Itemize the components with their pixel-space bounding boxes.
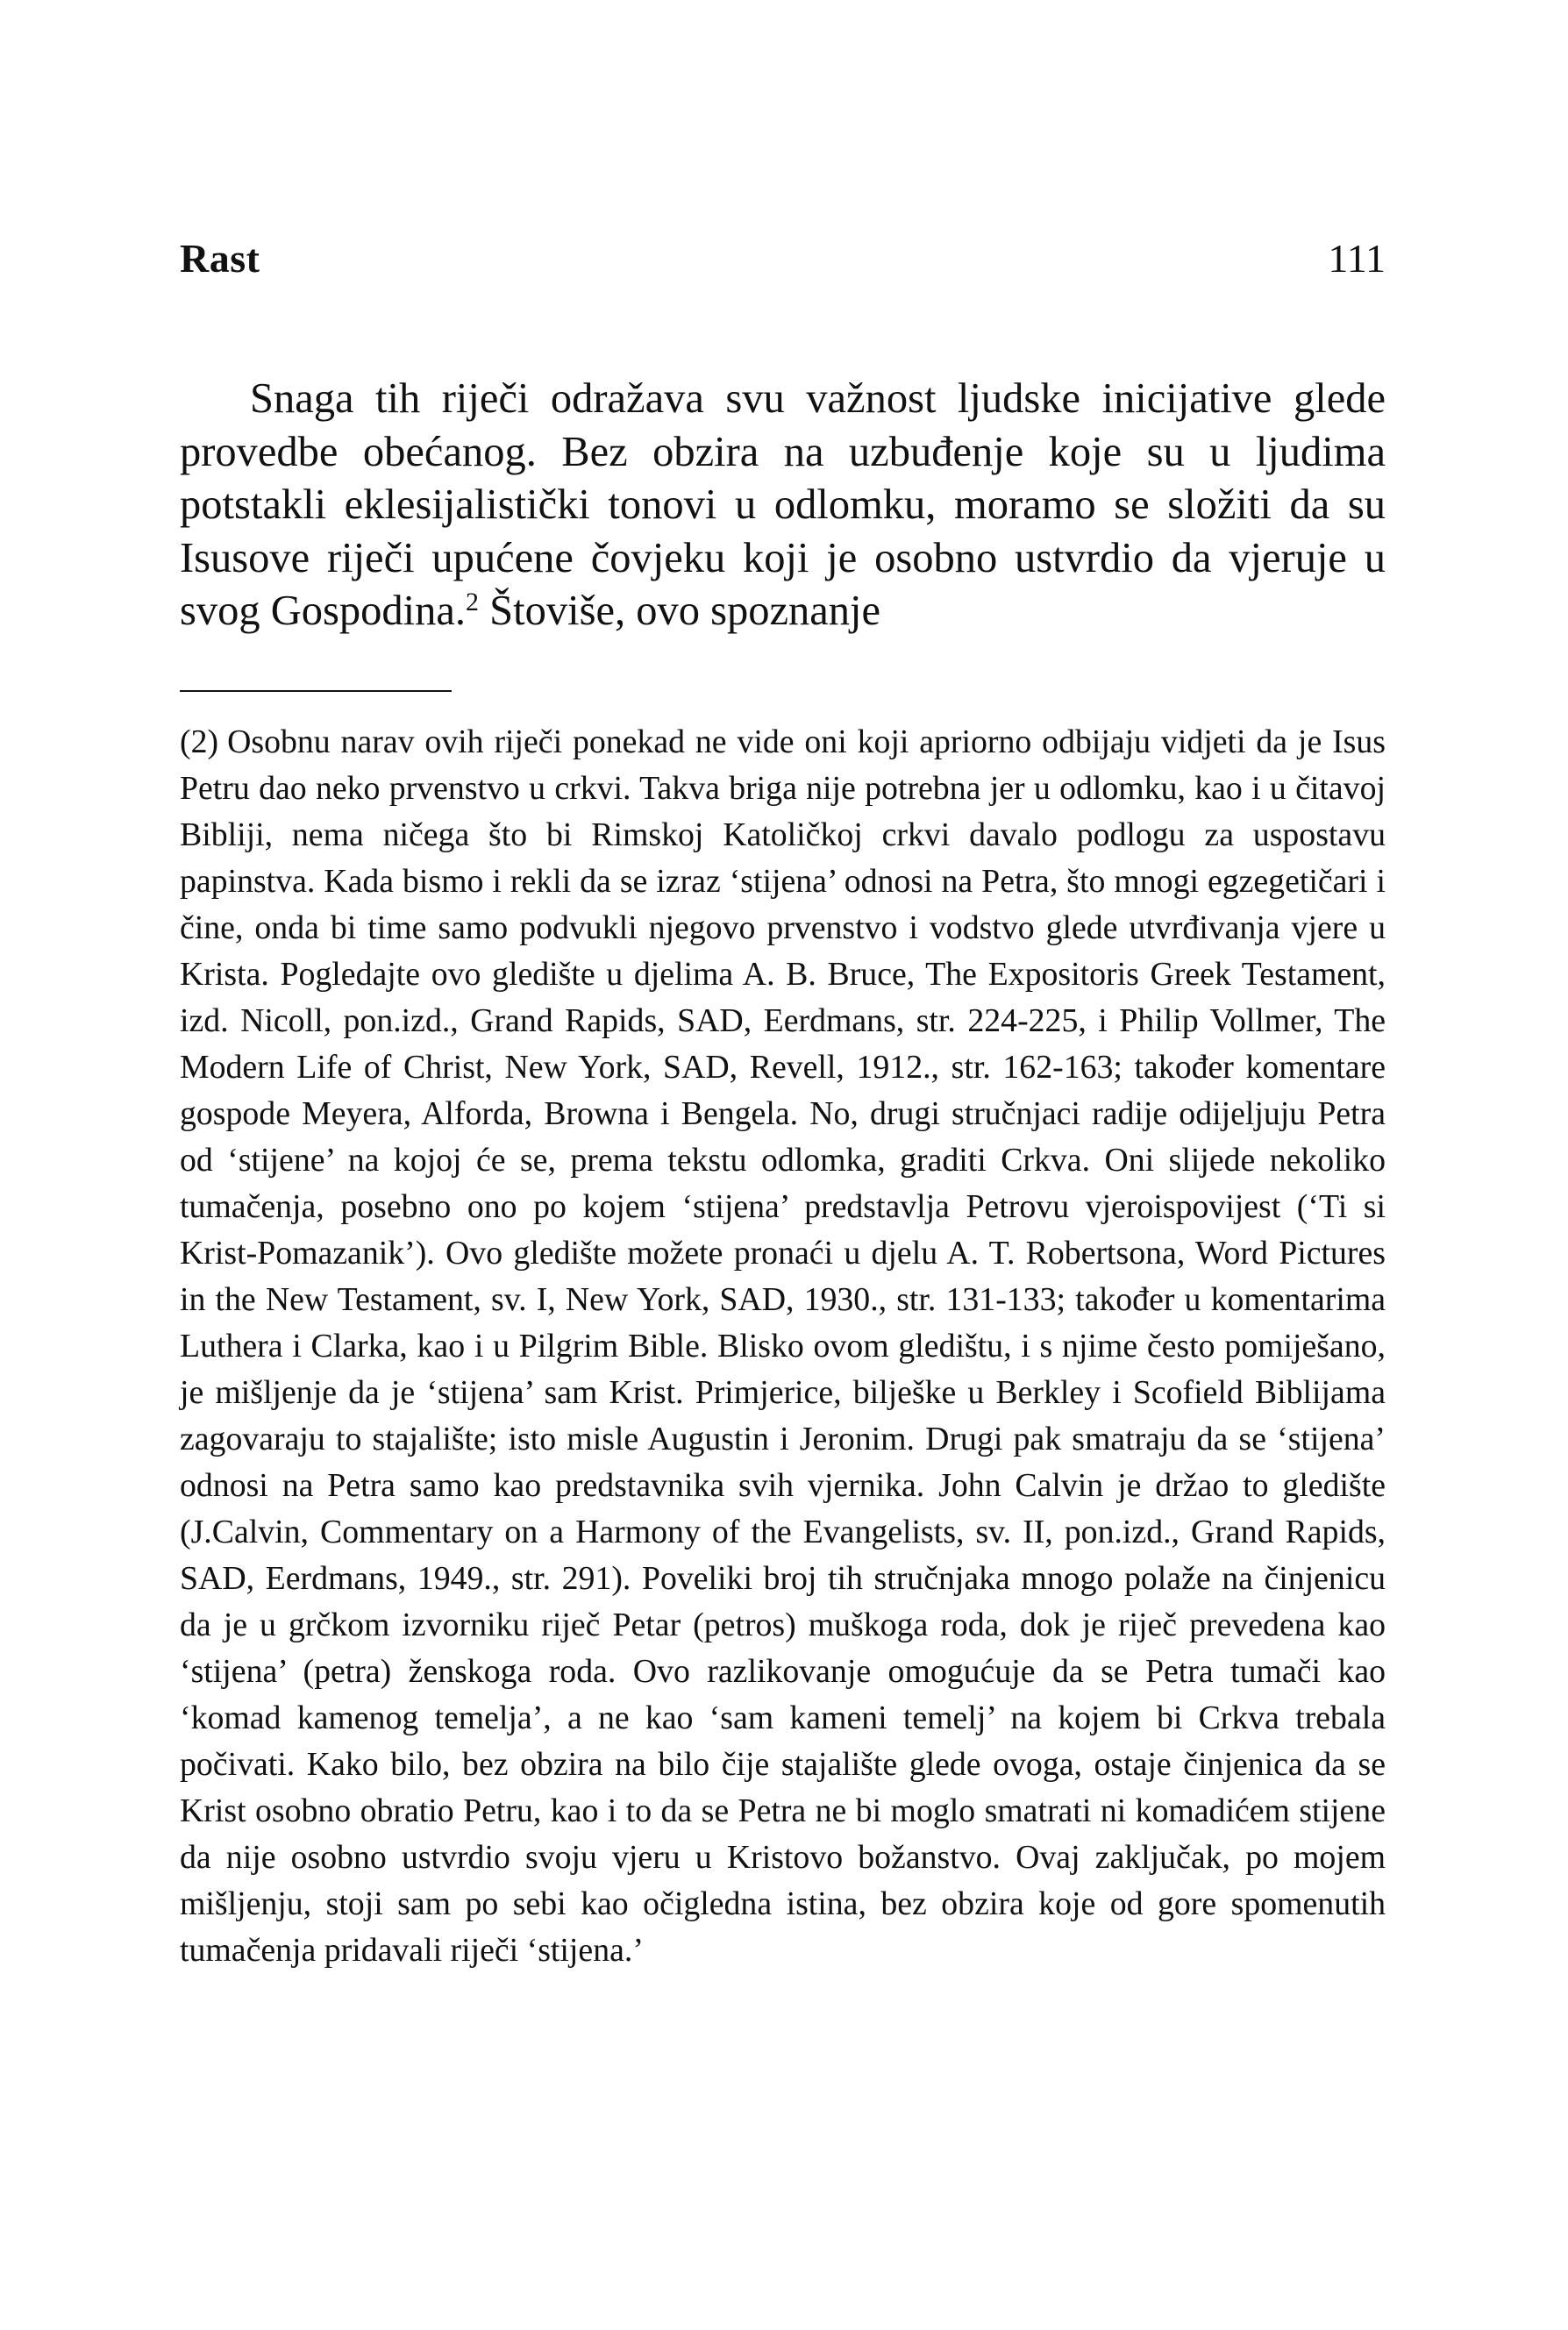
body-text-start: Snaga tih riječi odražava svu važnost ljudske inicijative glede provedbe obećanog. Bez obzira na uzbuđenje koje su u ljudima potstakli eklesijalistički tonovi u odlomku, moramo se složiti da su Isusove riječi upućene čovjeku koji je osobno ustvrdio da vjeruje u svog Gospodina. bbox=[180, 375, 1386, 634]
page-number: 111 bbox=[1328, 236, 1386, 281]
page-header bbox=[180, 235, 1386, 288]
body-text-end: Štoviše, ovo spoznanje bbox=[479, 588, 881, 634]
footnote-mark: (2) bbox=[180, 723, 219, 760]
footnote-reference: 2 bbox=[466, 588, 480, 616]
body-paragraph bbox=[180, 373, 1386, 638]
running-title: Rast bbox=[180, 236, 260, 281]
footnote bbox=[180, 719, 1386, 1974]
footnote-text: Osobnu narav ovih riječi ponekad ne vide oni koji apriorno odbijaju vidjeti da je Isus Petru dao neko prvenstvo u crkvi. Takva briga nije potrebna jer u odlomku, kao i u čitavoj Bibliji, nema ničega što bi Rimskoj Katoličkoj crkvi davalo podlogu za uspostavu papinstva. Kada bismo i rekli da se izraz ‘stijena’ odnosi na Petra, što mnogi egzegetičari i čine, onda bi time samo podvukli njegovo prvenstvo i vodstvo glede utvrđivanja vjere u Krista. Pogledajte ovo gledište u djelima A. B. Bruce, The Expositoris Greek Testament, izd. Nicoll, pon.izd., Grand Rapids, SAD, Eerdmans, str. 224-225, i Philip Vollmer, The Modern Life of Christ, New York, SAD, Revell, 1912., str. 162-163; također komentare gospode Meyera, Alforda, Browna i Bengela. No, drugi stručnjaci radije odijeljuju Petra od ‘stijene’ na kojoj će se, prema tekstu odlomka, graditi Crkva. Oni slijede nekoliko tumačenja, posebno ono po kojem ‘stijena’ predstavlja Petrovu vjeroispovijest (‘Ti si Krist-Pomazanik’). Ovo gledište možete pronaći u djelu A. T. Robertsona, Word Pictures in the New Testament, sv. I, New York, SAD, 1930., str. 131-133; također u komentarima Luthera i Clarka, kao i u Pilgrim Bible. Blisko ovom gledištu, i s njime često pomiješano, je mišljenje da je ‘stijena’ sam Krist. Primjerice, bilješke u Berkley i Scofield Biblijama zagovaraju to stajalište; isto misle Augustin i Jeronim. Drugi pak smatraju da se ‘stijena’ odnosi na Petra samo kao predstavnika svih vjernika. John Calvin je držao to gledište (J.Calvin, Commentary on a Harmony of the Evangelists, sv. II, pon.izd., Grand Rapids, SAD, Eerdmans, 1949., str. 291). Poveliki broj tih stručnjaka mnogo polaže na činjenicu da je u grčkom izvorniku riječ Petar (petros) muškoga roda, dok je riječ prevedena kao ‘stijena’ (petra) ženskoga roda. Ovo razlikovanje omogućuje da se Petra tumači kao ‘komad kamenog temelja’, a ne kao ‘sam kameni temelj’ na kojem bi Crkva trebala počivati. Kako bilo, bez obzira na bilo čije stajalište glede ovoga, ostaje činjenica da se Krist osobno obratio Petru, kao i to da se Petra ne bi moglo smatrati ni komadićem stijene da nije osobno ustvrdio svoju vjeru u Kristovo božanstvo. Ovaj zaključak, po mojem mišljenju, stoji sam po sebi kao očigledna istina, bez obzira koje od gore spomenutih tumačenja pridavali riječi ‘stijena.’ bbox=[180, 723, 1386, 1969]
footnote-divider bbox=[180, 690, 452, 692]
